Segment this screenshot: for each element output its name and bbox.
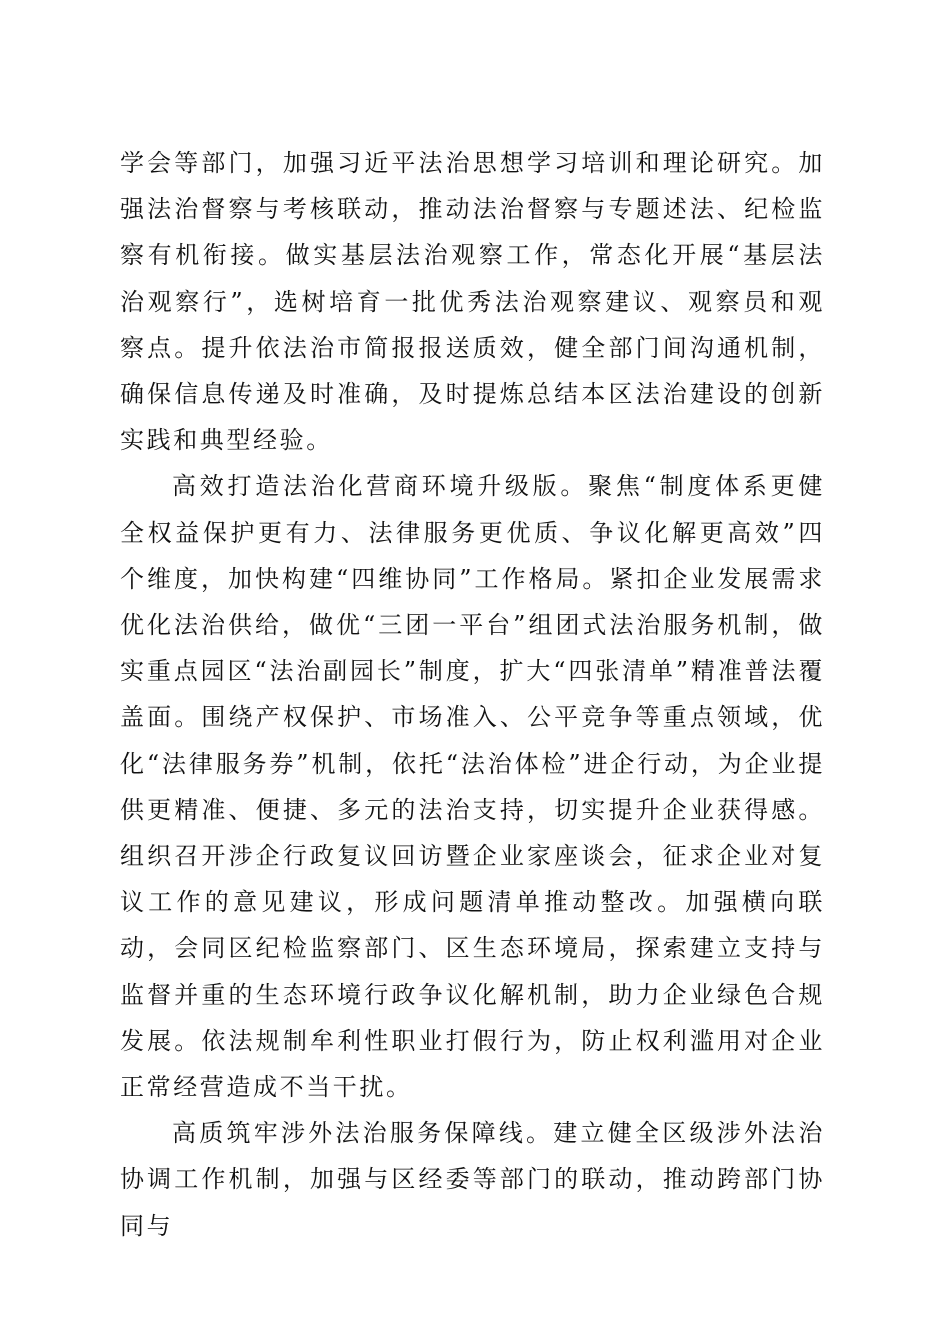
paragraph-continued: 学会等部门，加强习近平法治思想学习培训和理论研究。加强法治督察与考核联动，推动法治督察与专题述法、纪检监察有机衔接。做实基层法治观察工作，常态化开展“基层法治观察行”，选树培育一批优秀法治观察建议、观察员和观察点。提升依法治市简报报送质效，健全部门间沟通机制，确保信息传递及时准确，及时提炼总结本区法治建设的创新实践和典型经验。 [120,149,825,455]
document-body [120,140,825,1249]
paragraph-business-environment: 高效打造法治化营商环境升级版。聚焦“制度体系更健全权益保护更有力、法律服务更优质、争议化解更高效”四个维度，加快构建“四维协同”工作格局。紧扣企业发展需求优化法治供给，做优“三团一平台”组团式法治服务机制，做实重点园区“法治副园长”制度，扩大“四张清单”精准普法覆盖面。围绕产权保护、市场准入、公平竞争等重点领域，优化“法律服务券”机制，依托“法治体检”进企行动，为企业提供更精准、便捷、多元的法治支持，切实提升企业获得感。组织召开涉企行政复议回访暨企业家座谈会，征求企业对复议工作的意见建议，形成问题清单推动整改。加强横向联动，会同区纪检监察部门、区生态环境局，探索建立支持与监督并重的生态环境行政争议化解机制，助力企业绿色合规发展。依法规制牟利性职业打假行为，防止权利滥用对企业正常经营造成不当干扰。 [120,472,825,1102]
paragraph-foreign-related-law: 高质筑牢涉外法治服务保障线。建立健全区级涉外法治协调工作机制，加强与区经委等部门的联动，推动跨部门协同与 [120,1119,825,1240]
